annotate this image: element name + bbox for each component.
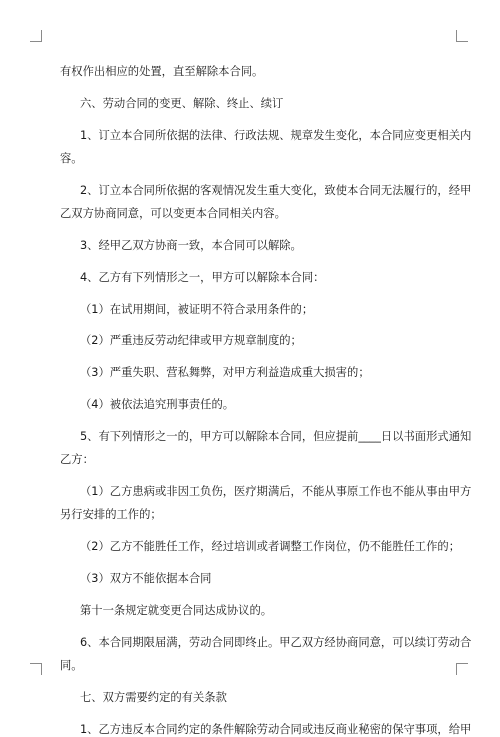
text-line: 有权作出相应的处置，直至解除本合同。 <box>60 65 264 78</box>
text-line: 3、经甲乙双方协商一致，本合同可以解除。 <box>80 239 302 252</box>
list-item: （4）被依法追究刑事责任的。 <box>80 398 235 411</box>
list-item: （2）严重违反劳动纪律或甲方规章制度的； <box>80 334 302 347</box>
list-item: （3）严重失职、营私舞弊，对甲方利益造成重大损害的； <box>80 366 370 379</box>
text-line: 4、乙方有下列情形之一，甲方可以解除本合同： <box>80 271 325 284</box>
text-line: 另行安排的工作的； <box>60 508 162 521</box>
crop-mark-bottom-left <box>30 663 42 675</box>
text-line: 容。 <box>60 152 83 165</box>
text-line: 1、乙方违反本合同约定的条件解除劳动合同或违反商业秘密的保守事项，给甲 <box>80 723 472 736</box>
list-item: （1）在试用期间，被证明不符合录用条件的； <box>80 303 314 316</box>
section-heading: 六、劳动合同的变更、解除、终止、续订 <box>80 97 284 110</box>
text-line: 6、本合同期限届满，劳动合同即终止。甲乙双方经协商同意，可以续订劳动合 <box>80 636 472 649</box>
text-line: 2、订立本合同所依据的客观情况发生重大变化，致使本合同无法履行的，经甲 <box>80 184 472 197</box>
list-item: （2）乙方不能胜任工作，经过培训或者调整工作岗位，仍不能胜任工作的； <box>80 540 460 553</box>
crop-mark-top-left <box>30 30 42 42</box>
crop-mark-bottom-right <box>456 663 468 675</box>
text-line: 1、订立本合同所依据的法律、行政法规、规章发生变化，本合同应变更相关内 <box>80 129 472 142</box>
text-line: 乙双方协商同意，可以变更本合同相关内容。 <box>60 207 286 220</box>
text-line: 乙方： <box>60 453 94 466</box>
text-line: 第十一条规定就变更合同达成协议的。 <box>80 604 273 617</box>
section-heading: 七、双方需要约定的有关条款 <box>80 691 227 704</box>
list-item: （3）双方不能依据本合同 <box>80 572 212 585</box>
text-line: 同。 <box>60 659 83 672</box>
crop-mark-top-right <box>456 30 468 42</box>
list-item: （1）乙方患病或非因工负伤，医疗期满后，不能从事原工作也不能从事由甲方 <box>80 485 472 498</box>
text-line: 5、有下列情形之一的，甲方可以解除本合同，但应提前____日以书面形式通知 <box>80 430 472 443</box>
